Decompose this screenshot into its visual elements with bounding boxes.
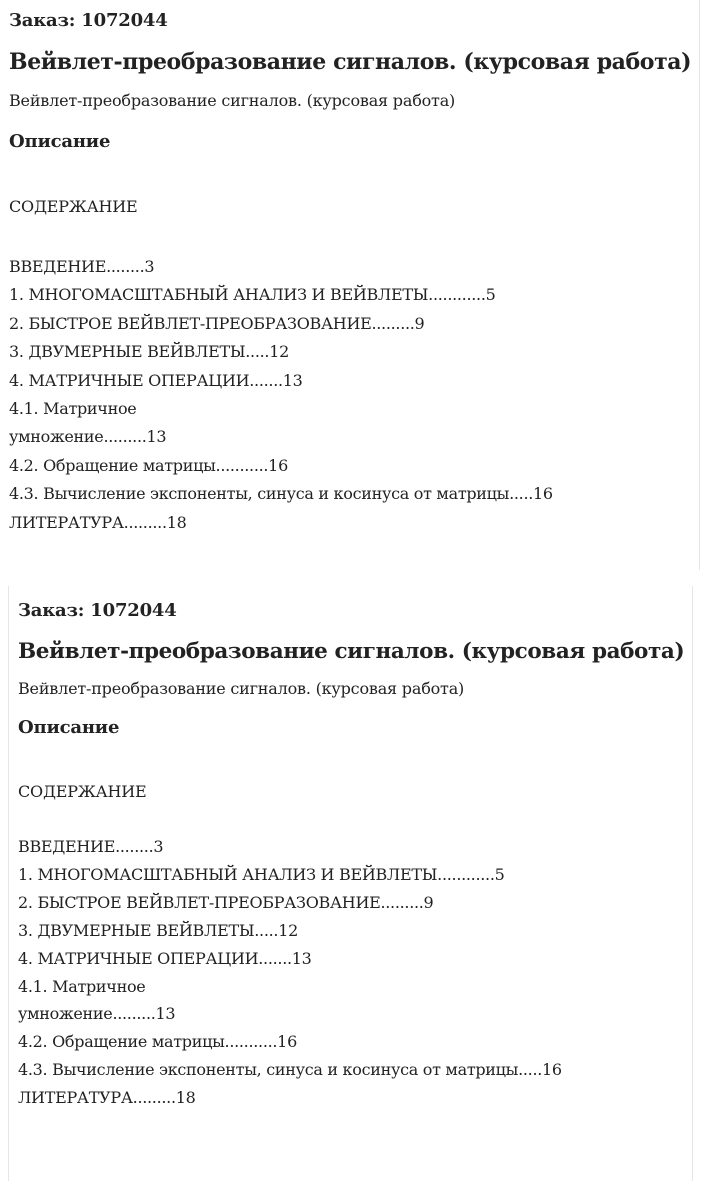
- toc-entry: 4.2. Обращение матрицы...........16: [18, 1032, 297, 1052]
- contents-heading: СОДЕРЖАНИЕ: [18, 782, 147, 801]
- toc-entry: 2. БЫСТРОЕ ВЕЙВЛЕТ-ПРЕОБРАЗОВАНИЕ.........9: [18, 892, 434, 912]
- description-heading: Описание: [18, 717, 120, 738]
- contents-heading: СОДЕРЖАНИЕ: [9, 197, 138, 216]
- order-card: [8, 586, 693, 1181]
- toc-entry: 3. ДВУМЕРНЫЕ ВЕЙВЛЕТЫ.....12: [18, 920, 298, 940]
- work-subtitle: Вейвлет-преобразование сигналов. (курсовая работа): [9, 91, 456, 110]
- toc-entry: 1. МНОГОМАСШТАБНЫЙ АНАЛИЗ И ВЕЙВЛЕТЫ............5: [9, 285, 496, 305]
- toc-entry: 1. МНОГОМАСШТАБНЫЙ АНАЛИЗ И ВЕЙВЛЕТЫ............5: [18, 864, 505, 884]
- order-number: Заказ: 1072044: [9, 10, 168, 31]
- toc-entry: ВВЕДЕНИЕ........3: [9, 257, 155, 276]
- toc-entry: ЛИТЕРАТУРА.........18: [18, 1088, 196, 1108]
- toc-entry: 4.2. Обращение матрицы...........16: [9, 455, 288, 475]
- toc-entry: ВВЕДЕНИЕ........3: [18, 837, 164, 856]
- table-of-contents: [9, 253, 553, 537]
- toc-entry: 4.3. Вычисление экспоненты, синуса и косинуса от матрицы.....16: [18, 1060, 562, 1080]
- work-subtitle: Вейвлет-преобразование сигналов. (курсовая работа): [18, 679, 465, 698]
- toc-entry: 4. МАТРИЧНЫЕ ОПЕРАЦИИ.......13: [18, 948, 312, 968]
- toc-entry: умножение.........13: [18, 1004, 176, 1024]
- table-of-contents: [18, 833, 562, 1112]
- toc-entry: 4.1. Матричное: [9, 399, 137, 419]
- description-heading: Описание: [9, 131, 111, 152]
- toc-entry: 4.3. Вычисление экспоненты, синуса и косинуса от матрицы.....16: [9, 484, 553, 504]
- toc-entry: 2. БЫСТРОЕ ВЕЙВЛЕТ-ПРЕОБРАЗОВАНИЕ.........9: [9, 313, 425, 333]
- work-title: Вейвлет-преобразование сигналов. (курсовая работа): [18, 639, 685, 664]
- toc-entry: 4.1. Матричное: [18, 976, 146, 996]
- order-number: Заказ: 1072044: [18, 600, 177, 621]
- toc-entry: ЛИТЕРАТУРА.........18: [9, 512, 187, 532]
- order-card: [0, 0, 700, 570]
- toc-entry: 4. МАТРИЧНЫЕ ОПЕРАЦИИ.......13: [9, 370, 303, 390]
- toc-entry: умножение.........13: [9, 427, 167, 447]
- toc-entry: 3. ДВУМЕРНЫЕ ВЕЙВЛЕТЫ.....12: [9, 342, 289, 362]
- work-title: Вейвлет-преобразование сигналов. (курсовая работа): [9, 49, 692, 75]
